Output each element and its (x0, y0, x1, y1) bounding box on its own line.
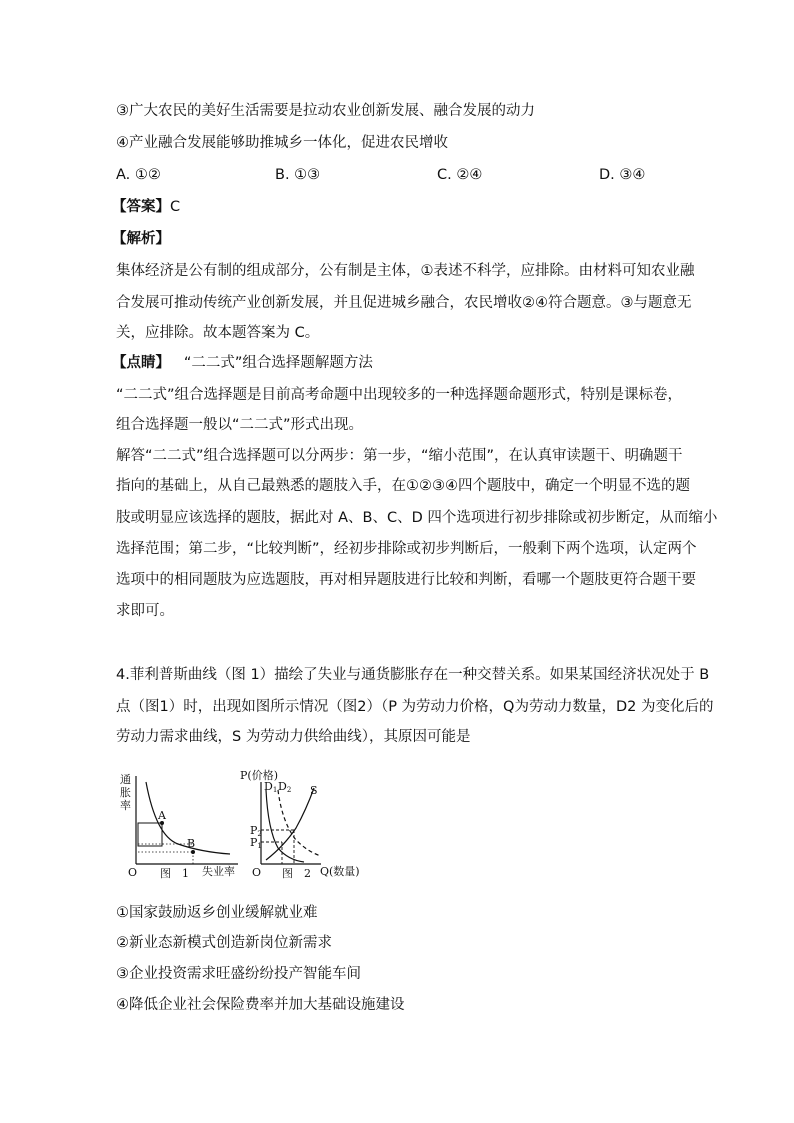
fig2-label-p2: P2 (250, 824, 262, 838)
fig1-label-b: B (187, 837, 196, 850)
fig1-origin: O (128, 866, 138, 879)
answer-value: C (170, 199, 181, 215)
fig2-d2-curve (278, 790, 321, 856)
choice-4: ④产业融合发展能够助推城乡一体化，促进农民增收 (116, 135, 448, 151)
tip-line-6: 选择范围；第二步，“比较判断”，经初步排除或初步判断后，一般剩下两个选项，认定两个 (116, 541, 697, 557)
option-b: B. ①③ (275, 167, 321, 183)
fig2-label-d1: D1 (264, 780, 278, 794)
q4-figures-svg (116, 768, 376, 888)
option-c: C. ②④ (437, 167, 483, 183)
figure-2 (240, 768, 360, 880)
fig1-label-a: A (158, 809, 166, 822)
tip-line-3: 解答“二二式”组合选择题可以分两步：第一步，“缩小范围”，在认真审读题干、明确题干 (116, 448, 683, 464)
q4-choice-4: ④降低企业社会保险费率并加大基础设施建设 (116, 997, 405, 1013)
fig2-s-curve (266, 788, 314, 860)
fig1-box (138, 823, 162, 846)
fig1-ylabel-1: 通 (120, 773, 131, 786)
fig2-label-d2: D2 (278, 780, 292, 794)
q4-line-2: 点（图1）时，出现如图所示情况（图2）（P 为劳动力价格，Q为劳动力数量，D2 为变化后的 (116, 699, 714, 715)
analysis-line-3: 关，应排除。故本题答案为 C。 (116, 325, 320, 341)
q4-choice-1: ①国家鼓励返乡创业缓解就业难 (116, 905, 318, 921)
tip-line-7: 选项中的相同题肢为应选题肢，再对相异题肢进行比较和判断，看哪一个题肢更符合题干要 (116, 572, 696, 588)
answer-label: 【答案】 (112, 199, 170, 215)
q4-line-3: 劳动力需求曲线，S 为劳动力供给曲线），其原因可能是 (116, 729, 471, 745)
q4-figures (116, 768, 376, 888)
fig1-xlabel: 失业率 (202, 865, 235, 878)
q4-choice-2: ②新业态新模式创造新岗位新需求 (116, 935, 332, 951)
fig1-point-b (191, 850, 195, 854)
analysis-line-1: 集体经济是公有制的组成部分，公有制是主体，①表述不科学，应排除。由材料可知农业融 (116, 263, 695, 279)
fig1-caption: 图 1 (160, 867, 189, 880)
choice-3: ③广大农民的美好生活需要是拉动农业创新发展、融合发展的动力 (116, 103, 535, 119)
option-d: D. ③④ (599, 167, 646, 183)
q4-choice-3: ③企业投资需求旺盛纷纷投产智能车间 (116, 966, 361, 982)
fig2-d1-curve (266, 790, 304, 862)
analysis-label: 【解析】 (112, 231, 170, 247)
fig2-label-s: S (310, 784, 318, 797)
analysis-line-2: 合发展可推动传统产业创新发展，并且促进城乡融合，农民增收②④符合题意。③与题意无 (116, 295, 692, 311)
tip-line-2: 组合选择题一般以“二二式”形式出现。 (116, 417, 364, 433)
fig2-origin: O (252, 866, 262, 879)
tip-line-5: 肢或明显应该选择的题肢，据此对 A、B、C、D 四个选项进行初步排除或初步断定，从而缩小 (116, 510, 718, 526)
option-a: A. ①② (116, 167, 161, 183)
fig2-ylabel: P(价格) (240, 769, 278, 782)
fig2-xlabel: Q(数量) (320, 865, 360, 878)
tip-line-8: 求即可。 (116, 603, 174, 619)
figure-1 (120, 773, 238, 880)
tip-label: 【点睛】 (112, 355, 170, 371)
tip-line-4: 指向的基础上，从自己最熟悉的题肢入手，在①②③④四个题肢中，确定一个明显不选的题 (116, 478, 690, 494)
fig2-caption: 图 2 (282, 867, 311, 880)
tip-heading (112, 353, 373, 373)
fig1-ylabel-2: 胀 (120, 786, 131, 799)
tip-title: “二二式”组合选择题解题方法 (183, 355, 373, 371)
answer-line (112, 197, 180, 217)
tip-line-1: “二二式”组合选择题是目前高考命题中出现较多的一种选择题命题形式，特别是课标卷， (116, 387, 683, 403)
q4-line-1: 4.菲利普斯曲线（图 1）描绘了失业与通货膨胀存在一种交替关系。如果某国经济状况处于 B (116, 667, 710, 683)
fig1-ylabel-3: 率 (120, 799, 131, 812)
fig2-label-p1: P1 (250, 836, 262, 850)
